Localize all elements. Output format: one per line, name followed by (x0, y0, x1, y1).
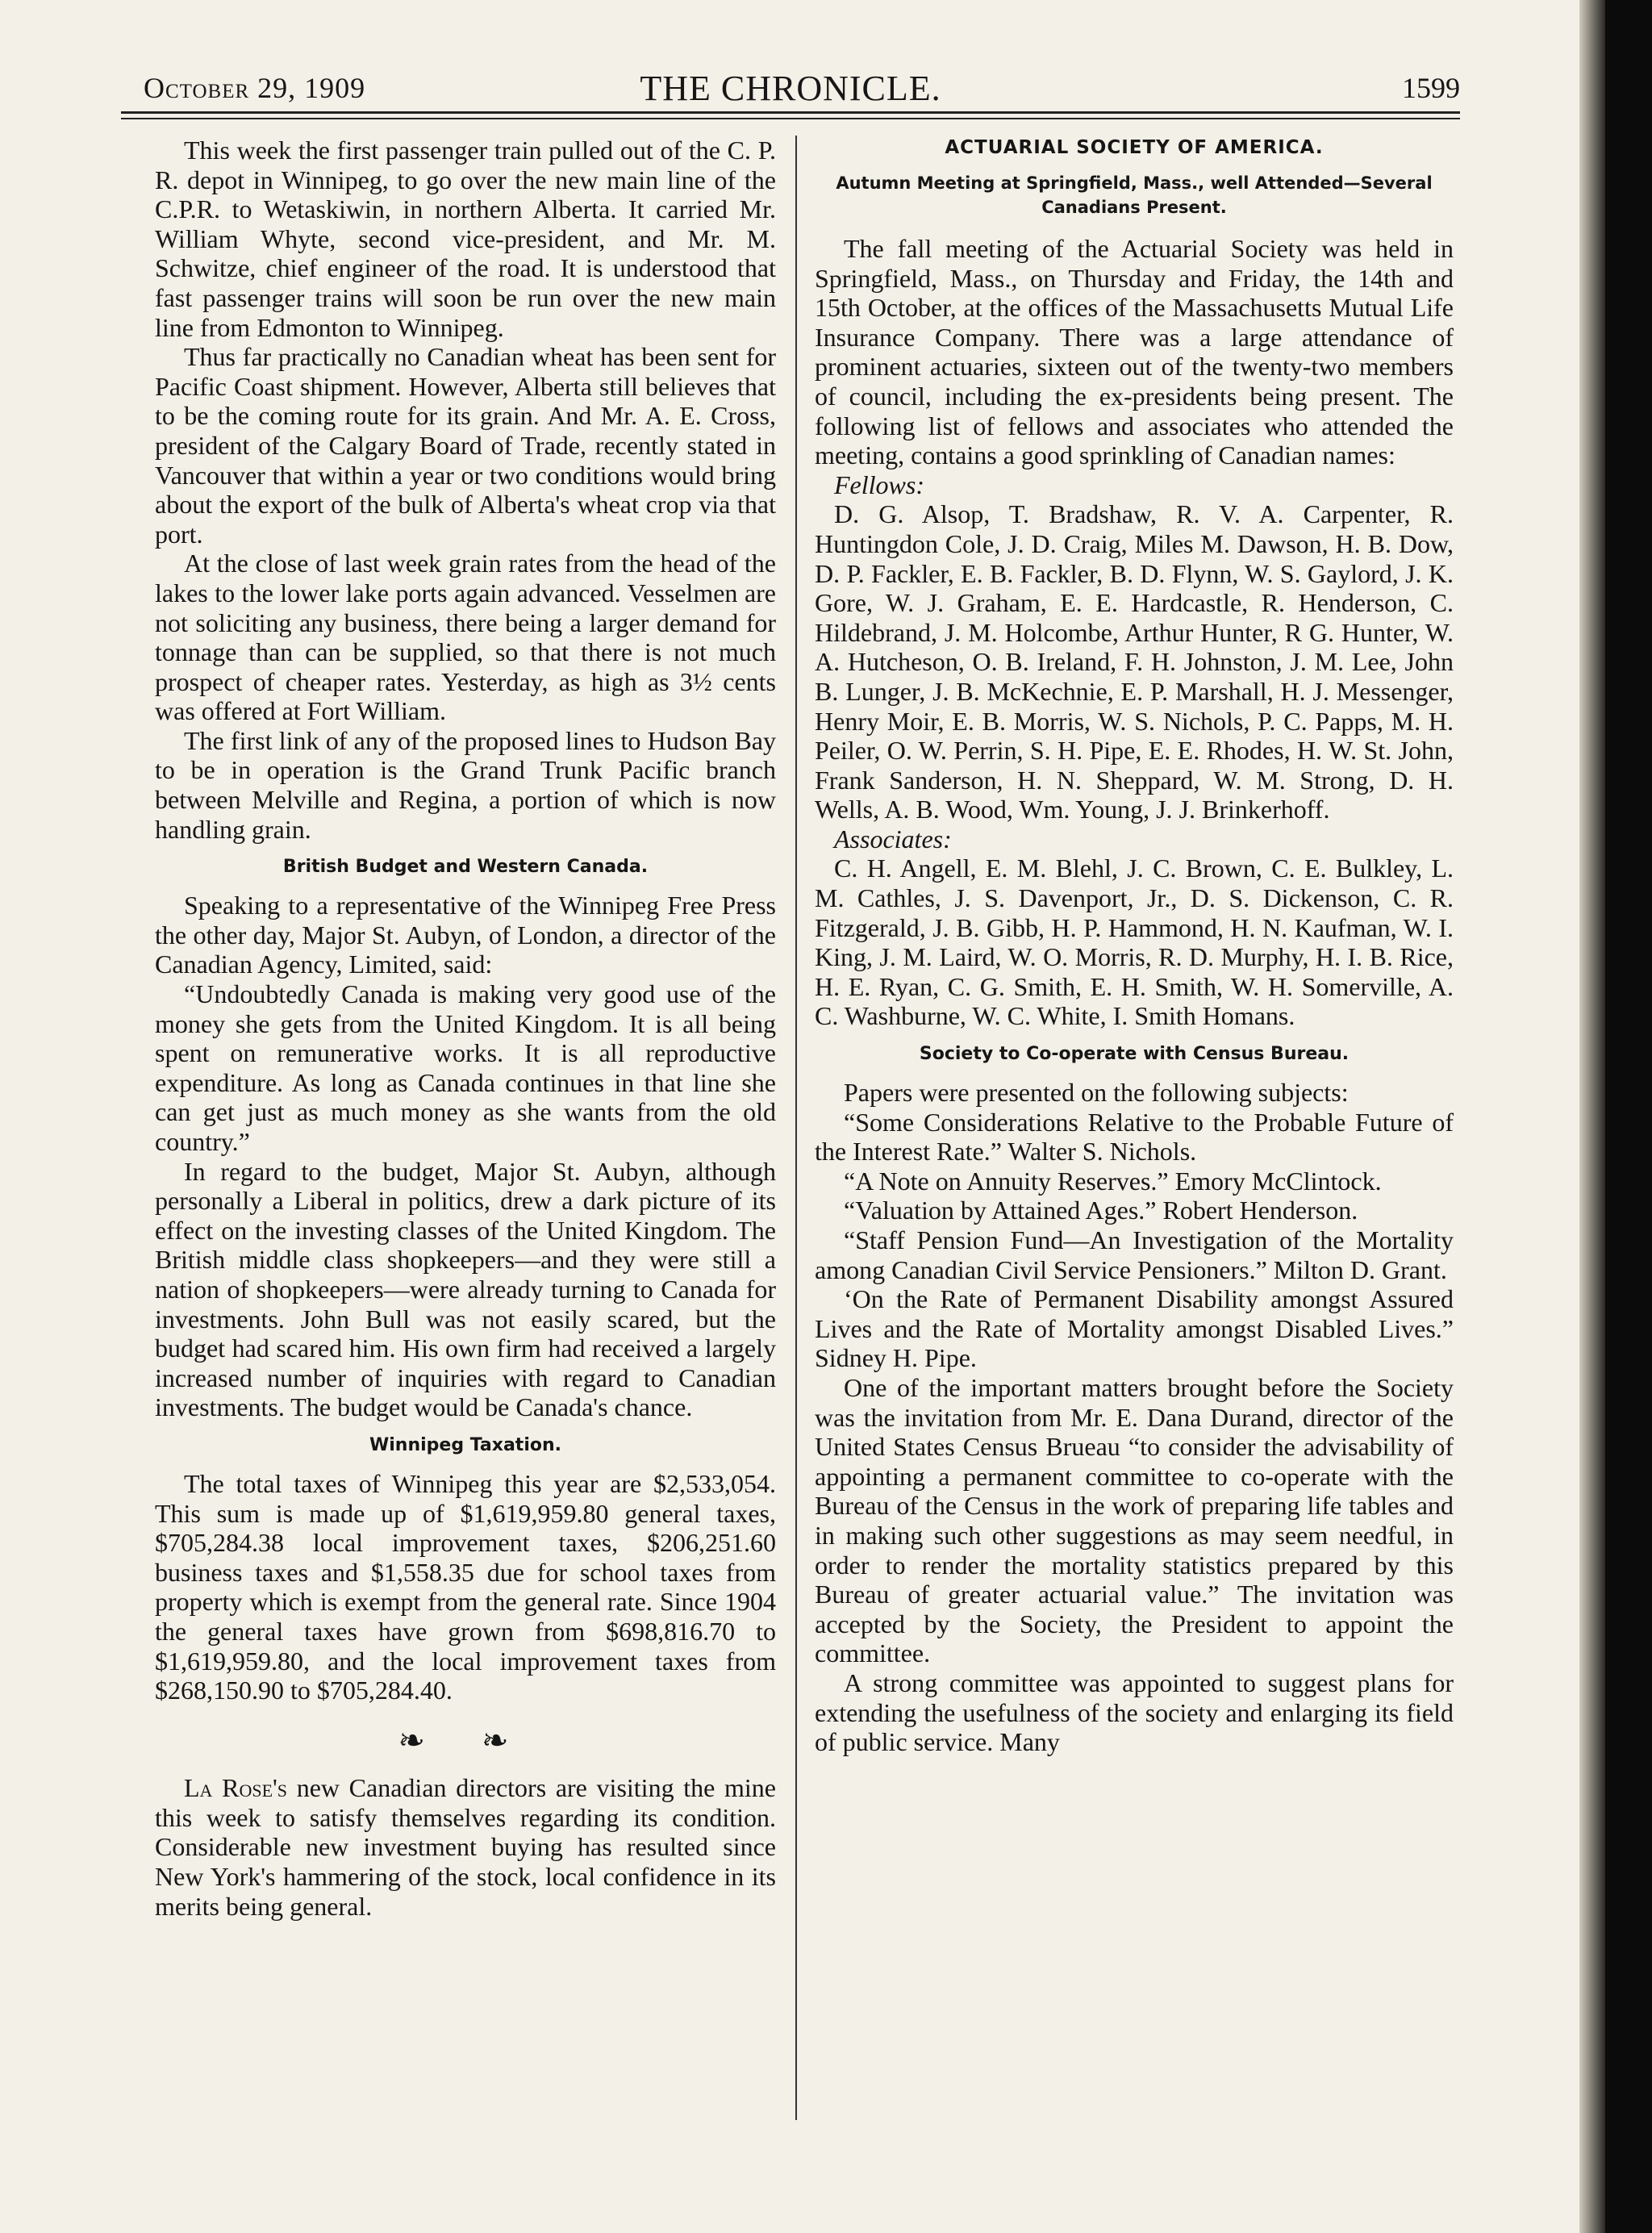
page-gutter-shadow (1579, 0, 1605, 2233)
article-quote: “Undoubtedly Canada is making very good use of the money she gets from the United Kingdom. It is all being spent on remunerative works. It is all reproductive expenditure. As long as Canada continues in that line she can get just as much money as she wants from the old country.” (155, 979, 776, 1156)
section-heading: Society to Co-operate with Census Bureau. (919, 1044, 1350, 1065)
article-paragraph: This week the first passenger train pulled out of the C. P. R. depot in Winnipeg, to go over the new main line of the C.P.R. to Wetaskiwin, in northern Alberta. It carried Mr. William Whyte, second vice-president, and Mr. M. Schwitze, chief engineer of the road. It is understood that fast passenger trains will soon be run over the new main line from Edmonton to Winnipeg. (155, 136, 776, 342)
article-paragraph: Speaking to a representative of the Winnipeg Free Press the other day, Major St. Aubyn, of London, a director of the Canadian Agency, Limited, said: (155, 891, 776, 979)
page-number: 1599 (1402, 72, 1460, 104)
article-paragraph: In regard to the budget, Major St. Aubyn, although personally a Liberal in politics, drew a dark picture of its effect on the investing classes of the United Kingdom. The British middle class shopkeepers—and they were still a nation of shopkeepers—were already turning to Canada for investments. John Bull was not easily scared, but the budget had scared him. His own firm had received a largely increased number of inquiries with regard to Canadian investments. The budget would be Canada's chance. (155, 1156, 776, 1422)
paper-title: “Some Considerations Relative to the Probable Future of the Interest Rate.” Walter S. Nichols. (815, 1107, 1454, 1167)
page-header (121, 68, 1460, 113)
paper-title: “Valuation by Attained Ages.” Robert Henderson. (844, 1196, 1358, 1225)
article-paragraph: At the close of last week grain rates from the head of the lakes to the lower lake ports again advanced. Vesselmen are not soliciting any business, there being a larger demand for tonnage than can be supplied, so that there is not much prospect of cheaper rates. Yesterday, as high as 3½ cents was offered at Fort William. (155, 549, 776, 726)
article-paragraph: One of the important matters brought before the Society was the invitation from Mr. E. Dana Durand, director of the United States Census Brueau “to consider the advisability of appointing a permanent committee to co-operate with the Bureau of the Census in the work of preparing life tables and in making such other suggestions as may seem needful, in order to render the mortality statistics prepared by this Bureau of greater actuarial value.” The invitation was accepted by the Society, the President to appoint the committee. (815, 1372, 1454, 1668)
article-paragraph: The total taxes of Winnipeg this year are $2,533,054. This sum is made up of $1,619,959.80 general taxes, $705,284.38 local improvement taxes, $206,251.60 business taxes and $1,558.35 due for school taxes from property which is exempt from the general rate. Since 1904 the general taxes have grown from $698,816.70 to $1,619,959.80, and the local improvement taxes from $268,150.90 to $705,284.40. (155, 1468, 776, 1705)
section-heading: Winnipeg Taxation. (369, 1434, 561, 1455)
article-headline: ACTUARIAL SOCIETY OF AMERICA. (945, 137, 1324, 158)
paper-title: “A Note on Annuity Reserves.” Emory McClintock. (844, 1166, 1382, 1196)
publication-title: THE CHRONICLE. (640, 69, 941, 108)
article-paragraph: Papers were presented on the following subjects: (844, 1078, 1349, 1108)
ornament-divider: ❧ ❧ (398, 1722, 533, 1759)
left-column (155, 136, 776, 1921)
associates-list: C. H. Angell, E. M. Blehl, J. C. Brown, C. E. Bulkley, L. M. Cathles, J. S. Davenport, Jr., D. S. Dickenson, C. R. Fitzgerald, J. B. Gibb, H. P. Hammond, H. N. Kaufman, W. I. King, J. M. Laird, W. O. Morris, R. D. Murphy, H. I. B. Rice, H. E. Ryan, C. G. Smith, E. H. Smith, W. H. Somerville, A. C. Washburne, W. C. White, I. Smith Homans. (815, 854, 1454, 1031)
article-paragraph: The fall meeting of the Actuarial Society was held in Springfield, Mass., on Thursday and Friday, the 14th and 15th October, at the offices of the Massachusetts Mutual Life Insurance Company. There was a large attendance of prominent actuaries, sixteen out of the twenty-two members of council, including the ex-presidents being present. The following list of fellows and associates who attended the meeting, contains a good sprinkling of Canadian names: (815, 234, 1454, 470)
fellows-list: D. G. Alsop, T. Bradshaw, R. V. A. Carpenter, R. Huntingdon Cole, J. D. Craig, Miles M. Dawson, H. B. Dow, D. P. Fackler, E. B. Fackler, B. D. Flynn, W. S. Gaylord, J. K. Gore, W. J. Graham, E. E. Hardcastle, R. Henderson, C. Hildebrand, J. M. Holcombe, Arthur Hunter, R G. Hunter, W. A. Hutcheson, O. B. Ireland, F. H. Johnston, J. M. Lee, John B. Lunger, J. B. McKechnie, E. P. Marshall, H. J. Messenger, Henry Moir, E. B. Morris, W. S. Nichols, P. C. Papps, M. H. Peiler, O. W. Perrin, S. H. Pipe, E. E. Rhodes, H. W. St. John, Frank Sanderson, H. N. Sheppard, W. M. Strong, D. H. Wells, A. B. Wood, Wm. Young, J. J. Brinkerhoff. (815, 499, 1454, 824)
article-paragraph: Thus far practically no Canadian wheat has been sent for Pacific Coast shipment. However, Alberta still believes that to be the coming route for its grain. And Mr. A. E. Cross, president of the Calgary Board of Trade, recently stated in Vancouver that within a year or two conditions would bring about the export of the bulk of Alberta's wheat crop via that port. (155, 342, 776, 549)
article-paragraph: The first link of any of the proposed lines to Hudson Bay to be in operation is the Grand Trunk Pacific branch between Melville and Regina, a portion of which is now handling grain. (155, 725, 776, 844)
column-divider (795, 136, 797, 2120)
header-rule-bottom (121, 118, 1460, 119)
section-heading: British Budget and Western Canada. (282, 857, 649, 878)
article-paragraph: A strong committee was appointed to suggest plans for extending the usefulness of the society and enlarging its field of public service. Many (815, 1667, 1454, 1757)
article-paragraph (155, 1773, 776, 1921)
paper-title: “Staff Pension Fund—An Investigation of the Mortality among Canadian Civil Service Pensioners.” Milton D. Grant. (815, 1225, 1454, 1284)
lead-words: La Rose's (184, 1773, 288, 1803)
paper-title: ‘On the Rate of Permanent Disability amongst Assured Lives and the Rate of Mortality amongst Disabled Lives.” Sidney H. Pipe. (815, 1284, 1454, 1373)
paragraph-text: new Canadian directors are visiting the mine this week to satisfy themselves regarding its condition. Considerable new investment buying has resulted since New York's hammering of the stock, local confidence in its merits being general. (155, 1773, 776, 1921)
fellows-label: Fellows: (834, 470, 924, 499)
issue-date: October 29, 1909 (144, 72, 366, 104)
right-column (815, 136, 1454, 1757)
associates-label: Associates: (834, 824, 952, 854)
article-subheadline: Autumn Meeting at Springfield, Mass., well Attended—Several Canadians Present. (836, 173, 1433, 217)
header-rule-top (121, 111, 1460, 114)
